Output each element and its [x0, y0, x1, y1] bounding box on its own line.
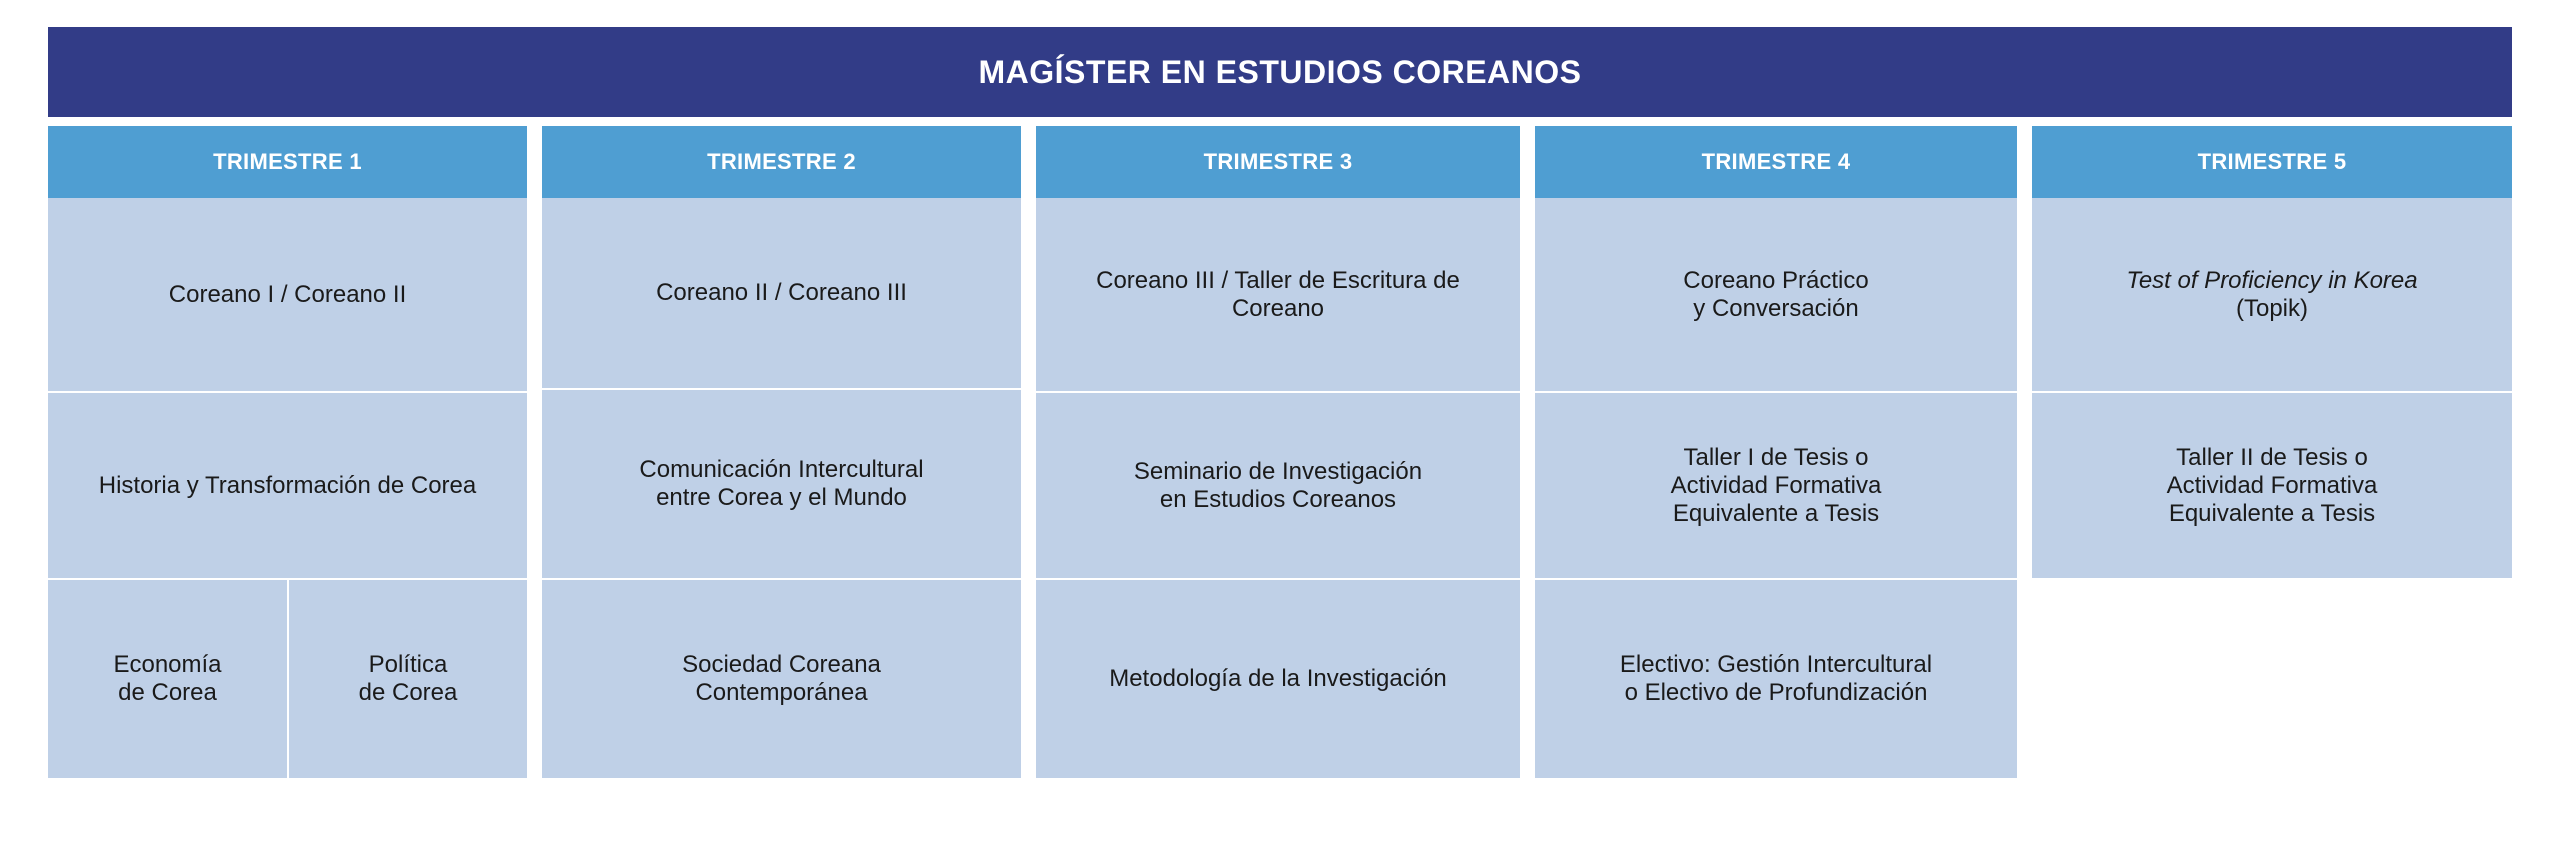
column-trimestre-1 — [48, 126, 527, 778]
course-cell: Taller I de Tesis o Actividad Formativa Equivalente a Tesis — [1535, 393, 2017, 578]
course-cell: Historia y Transformación de Corea — [48, 393, 527, 578]
column-trimestre-4 — [1535, 126, 2017, 778]
course-cell: Metodología de la Investigación — [1036, 580, 1520, 778]
course-cell-split-left: Economía de Corea — [48, 580, 287, 778]
course-cell: Coreano Práctico y Conversación — [1535, 198, 2017, 391]
course-cell: Sociedad Coreana Contemporánea — [542, 580, 1021, 778]
course-cell-topik — [2032, 198, 2512, 391]
trimestre-header: TRIMESTRE 2 — [542, 126, 1021, 198]
trimestre-header: TRIMESTRE 5 — [2032, 126, 2512, 198]
trimestre-header: TRIMESTRE 1 — [48, 126, 527, 198]
course-cell: Coreano II / Coreano III — [542, 198, 1021, 388]
topik-abbr: (Topik) — [2235, 294, 2308, 322]
program-title: MAGÍSTER EN ESTUDIOS COREANOS — [48, 27, 2512, 117]
course-cell: Electivo: Gestión Intercultural o Electivo de Profundización — [1535, 580, 2017, 778]
column-trimestre-3 — [1036, 126, 1520, 778]
course-cell: Comunicación Intercultural entre Corea y el Mundo — [542, 390, 1021, 578]
topik-title: Test of Proficiency in Korea — [2126, 266, 2418, 294]
trimestre-header: TRIMESTRE 4 — [1535, 126, 2017, 198]
column-trimestre-2 — [542, 126, 1021, 778]
course-cell: Taller II de Tesis o Actividad Formativa Equivalente a Tesis — [2032, 393, 2512, 578]
course-cell: Coreano I / Coreano II — [48, 198, 527, 391]
course-cell: Seminario de Investigación en Estudios Coreanos — [1036, 393, 1520, 578]
course-cell-split-right: Política de Corea — [289, 580, 527, 778]
column-trimestre-5 — [2032, 126, 2512, 578]
course-cell: Coreano III / Taller de Escritura de Coreano — [1036, 198, 1520, 391]
trimestre-header: TRIMESTRE 3 — [1036, 126, 1520, 198]
